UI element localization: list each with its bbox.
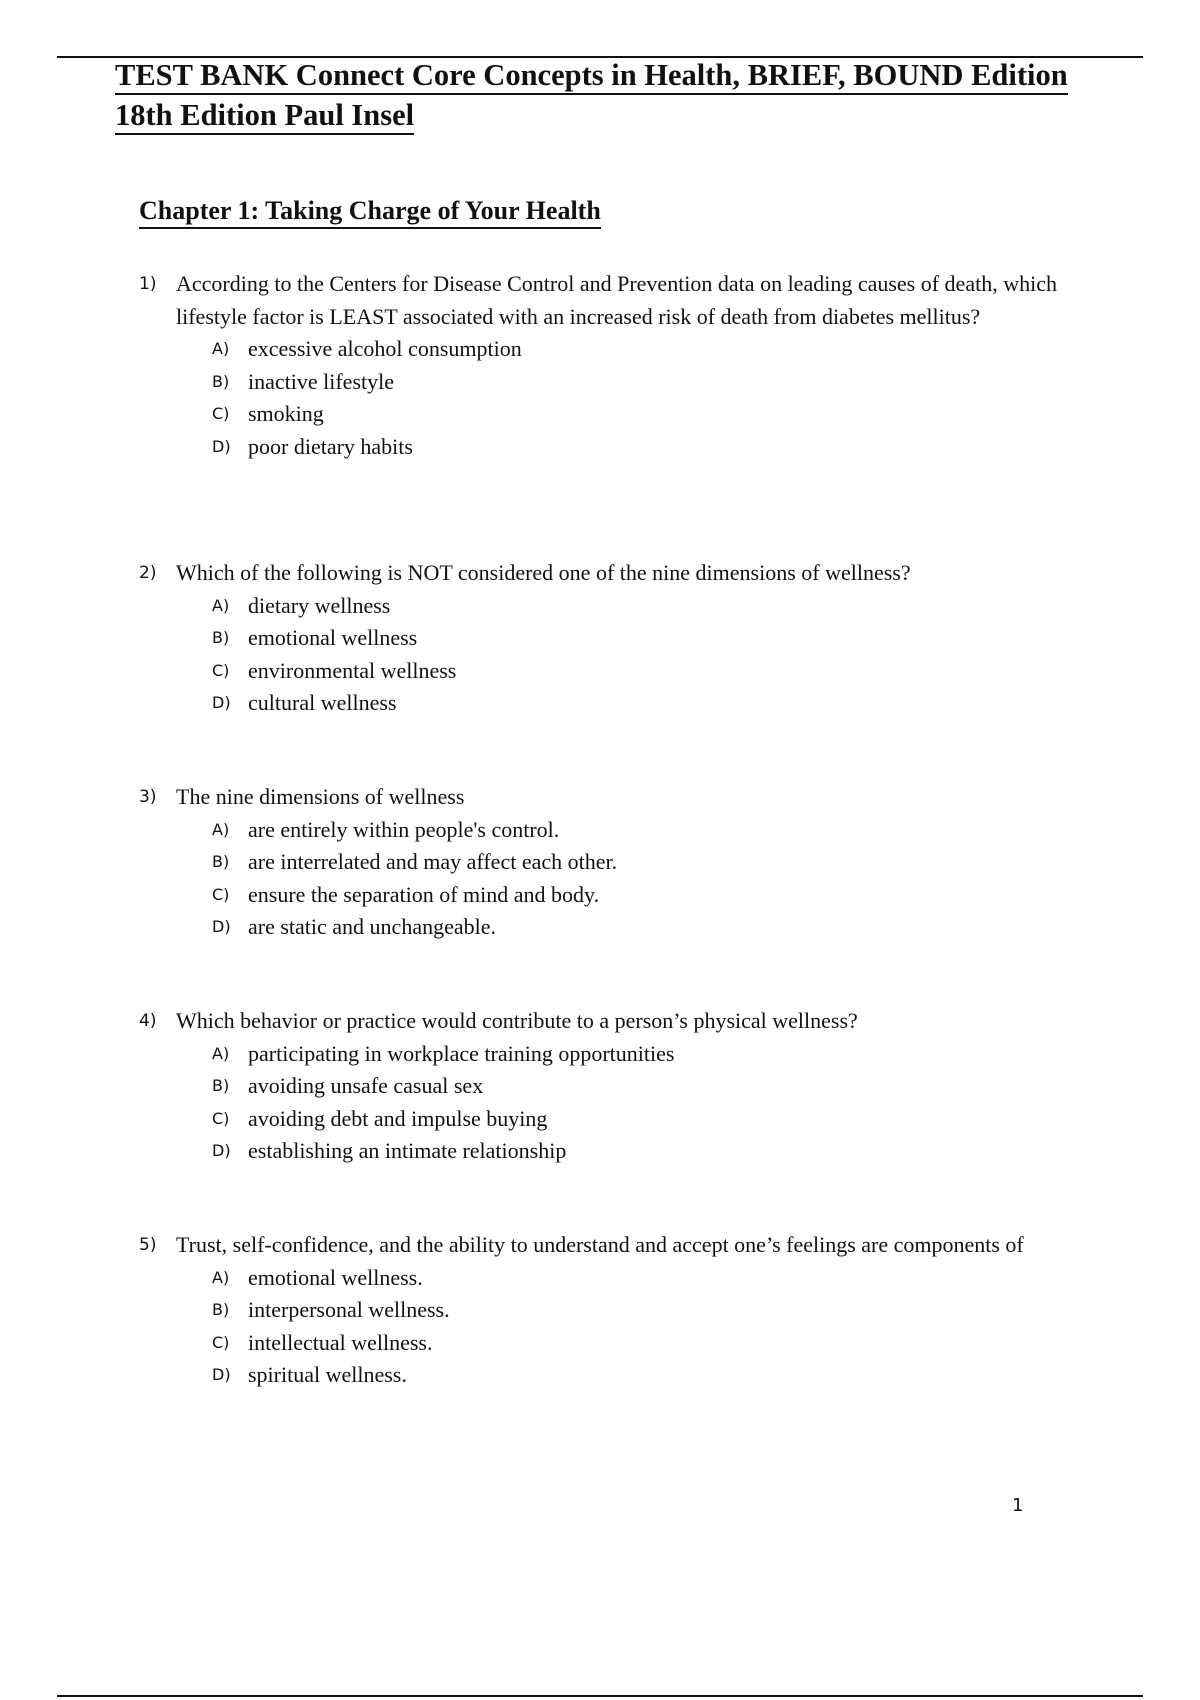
question-4: [139, 1005, 1089, 1168]
question-number: 5): [139, 1235, 157, 1255]
option-letter: C): [212, 884, 230, 904]
question-number: 3): [139, 787, 157, 807]
page-number: 1: [1012, 1495, 1024, 1516]
option-letter: A): [212, 819, 230, 839]
answer-option[interactable]: [212, 814, 1089, 847]
question-number: 4): [139, 1011, 157, 1031]
option-text: interpersonal wellness.: [248, 1297, 450, 1322]
option-letter: C): [212, 1108, 230, 1128]
answer-option[interactable]: [212, 590, 1089, 623]
option-letter: B): [212, 1076, 230, 1095]
option-text: environmental wellness: [248, 657, 457, 683]
answer-option[interactable]: [212, 655, 1089, 688]
option-letter: D): [212, 436, 231, 456]
answer-options: [212, 590, 1089, 720]
option-letter: A): [212, 1267, 230, 1287]
option-letter: C): [212, 660, 230, 680]
question-text: According to the Centers for Disease Control and Prevention data on leading causes of death, which lifestyle factor is LEAST associated with an increased risk of death from diabetes mellitus?: [176, 271, 1057, 329]
option-letter: D): [212, 917, 231, 936]
option-letter: D): [212, 693, 231, 712]
option-text: are interrelated and may affect each other.: [248, 849, 618, 874]
bottom-rule: [57, 1695, 1143, 1697]
answer-option[interactable]: [212, 846, 1089, 879]
answer-option[interactable]: [212, 911, 1089, 944]
title-line-2: 18th Edition Paul Insel: [115, 98, 414, 135]
question-2: [139, 557, 1089, 720]
option-text: are entirely within people's control.: [248, 816, 560, 842]
option-text: participating in workplace training opportunities: [248, 1040, 675, 1066]
answer-options: [212, 814, 1089, 944]
option-letter: C): [212, 1332, 230, 1352]
option-text: dietary wellness: [248, 592, 391, 618]
question-text: Trust, self-confidence, and the ability to understand and accept one’s feelings are components of: [176, 1232, 1024, 1257]
option-letter: A): [212, 339, 230, 358]
question-5: [139, 1229, 1089, 1392]
option-letter: A): [212, 595, 230, 615]
answer-option[interactable]: [212, 687, 1089, 720]
answer-option[interactable]: [212, 622, 1089, 655]
option-text: emotional wellness: [248, 625, 418, 650]
answer-options: [212, 1038, 1089, 1168]
answer-options: [212, 1262, 1089, 1392]
option-letter: B): [212, 628, 230, 647]
question-text: The nine dimensions of wellness: [176, 784, 465, 809]
question-1: [139, 268, 1089, 463]
option-text: smoking: [248, 401, 324, 426]
option-letter: A): [212, 1043, 230, 1063]
answer-option[interactable]: [212, 1070, 1089, 1103]
question-3: [139, 781, 1089, 944]
option-text: avoiding debt and impulse buying: [248, 1105, 548, 1131]
question-text: Which of the following is NOT considered one of the nine dimensions of wellness?: [176, 560, 911, 585]
answer-option[interactable]: [212, 1262, 1089, 1295]
option-letter: B): [212, 371, 230, 391]
option-text: excessive alcohol consumption: [248, 336, 522, 361]
option-text: spiritual wellness.: [248, 1362, 407, 1387]
answer-options: [212, 333, 1089, 463]
answer-option[interactable]: [212, 1038, 1089, 1071]
question-number: 1): [139, 274, 157, 294]
option-letter: B): [212, 852, 230, 871]
answer-option[interactable]: [212, 879, 1089, 912]
title-line-1: TEST BANK Connect Core Concepts in Health, BRIEF, BOUND Edition: [115, 58, 1068, 95]
option-letter: C): [212, 404, 230, 423]
question-text: Which behavior or practice would contribute to a person’s physical wellness?: [176, 1008, 858, 1033]
option-letter: B): [212, 1300, 230, 1319]
option-text: ensure the separation of mind and body.: [248, 881, 600, 907]
answer-option[interactable]: [212, 366, 1089, 399]
option-text: establishing an intimate relationship: [248, 1138, 567, 1163]
answer-option[interactable]: [212, 1327, 1089, 1360]
answer-option[interactable]: [212, 1135, 1089, 1168]
answer-option[interactable]: [212, 333, 1089, 366]
option-text: avoiding unsafe casual sex: [248, 1073, 484, 1098]
option-text: cultural wellness: [248, 690, 397, 715]
option-letter: D): [212, 1365, 231, 1384]
answer-option[interactable]: [212, 1103, 1089, 1136]
document-title: [115, 56, 1135, 136]
option-text: intellectual wellness.: [248, 1329, 433, 1355]
option-text: poor dietary habits: [248, 433, 413, 459]
answer-option[interactable]: [212, 431, 1089, 464]
answer-option[interactable]: [212, 1359, 1089, 1392]
question-number: 2): [139, 563, 157, 583]
option-text: inactive lifestyle: [248, 368, 394, 394]
answer-option[interactable]: [212, 398, 1089, 431]
option-text: emotional wellness.: [248, 1264, 423, 1290]
option-text: are static and unchangeable.: [248, 914, 496, 939]
answer-option[interactable]: [212, 1294, 1089, 1327]
option-letter: D): [212, 1141, 231, 1160]
chapter-heading: Chapter 1: Taking Charge of Your Health: [139, 195, 601, 229]
